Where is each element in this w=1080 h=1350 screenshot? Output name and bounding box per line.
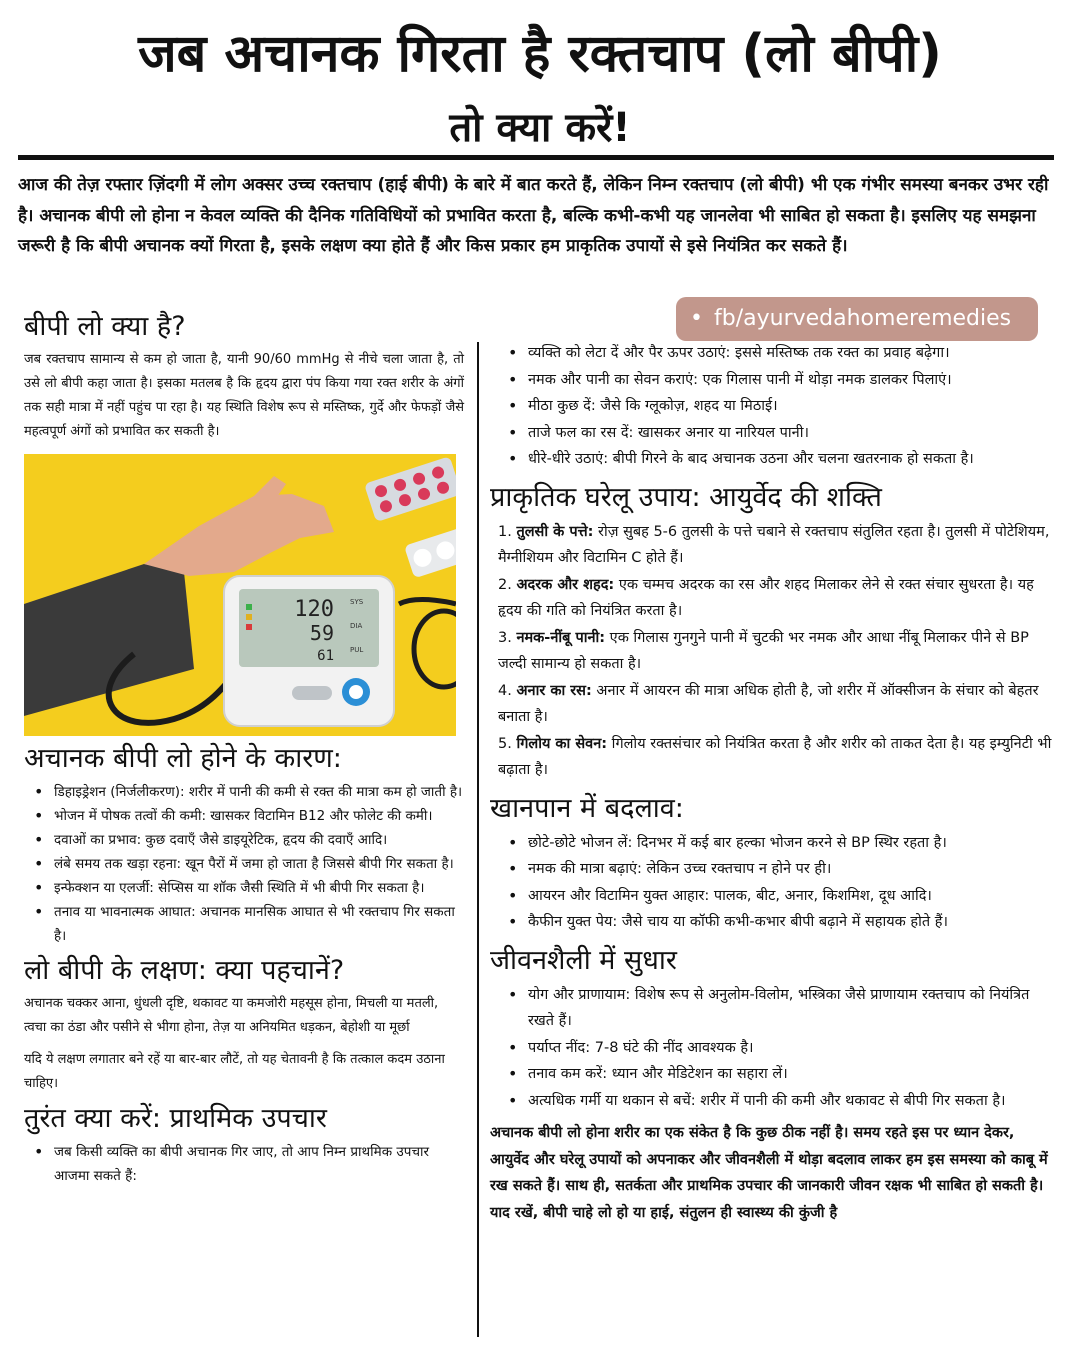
list-item <box>498 731 1058 784</box>
list-item: • व्यक्ति को लेटा दें और पैर ऊपर उठाएं: इससे मस्तिष्क तक रक्त का प्रवाह बढ़ेगा। <box>528 340 1058 367</box>
list-item: • आयरन और विटामिन युक्त आहार: पालक, बीट, अनार, किशमिश, दूध आदि। <box>528 883 1058 910</box>
sys-reading: 120 <box>294 597 334 622</box>
left-column <box>24 306 464 1188</box>
remedy-number: 5. <box>498 735 512 752</box>
list-item: • तनाव कम करें: ध्यान और मेडिटेशन का सहारा लें। <box>528 1061 1058 1088</box>
remedy-text: एक गिलास गुनगुने पानी में चुटकी भर नमक और आधा नींबू मिलाकर पीने से BP जल्दी सामान्य हो सकता है। <box>498 629 1029 672</box>
dia-reading: 59 <box>309 621 334 645</box>
diet-heading: खानपान में बदलाव: <box>490 792 684 824</box>
remedy-name: तुलसी के पत्ते: <box>516 523 594 540</box>
list-item <box>498 625 1058 678</box>
remedy-text: गिलोय रक्तसंचार को नियंत्रित करता है और शरीर को ताकत देता है। यह इम्युनिटी भी बढ़ाता है। <box>498 735 1052 778</box>
symptoms-warning: यदि ये लक्षण लगातार बने रहें या बार-बार लौटें, तो यह चेतावनी है कि तत्काल कदम उठाना चाहिए। <box>24 1052 445 1091</box>
list-item: • ताजे फल का रस दें: खासकर अनार या नारियल पानी। <box>528 420 1058 447</box>
what-is-heading: बीपी लो क्या है? <box>24 311 186 342</box>
list-item: • योग और प्राणायाम: विशेष रूप से अनुलोम-विलोम, भस्त्रिका जैसे प्राणायाम रक्तचाप को नियंत्रित रखते हैं। <box>528 982 1058 1035</box>
facebook-tag-badge[interactable] <box>676 297 1038 341</box>
bullet-icon: • <box>690 306 703 331</box>
list-item: • भोजन में पोषक तत्वों की कमी: खासकर विटामिन B12 और फोलेट की कमी। <box>54 804 464 828</box>
list-item: • अत्यधिक गर्मी या थकान से बचें: शरीर में पानी की कमी और थकावट से बीपी गिर सकता है। <box>528 1088 1058 1115</box>
symptoms-heading: लो बीपी के लक्षण: क्या पहचानें? <box>24 955 345 986</box>
list-item: • दवाओं का प्रभाव: कुछ दवाएँ जैसे डाइयूरेटिक, हृदय की दवाएँ आदि। <box>54 828 464 852</box>
intro-paragraph: आज की तेज़ रफ्तार ज़िंदगी में लोग अक्सर उच्च रक्तचाप (हाई बीपी) के बारे में बात करते हैं, लेकिन निम्न रक्तचाप (लो बीपी) भी एक गंभीर समस्या बनकर उभर रही है। अचानक बीपी लो होना न केवल व्यक्ति की दैनिक गतिविधियों को प्रभावित करता है, बल्कि कभी-कभी यह जानलेवा भी साबित हो सकता है। इसलिए यह समझना जरूरी है कि बीपी अचानक क्यों गिरता है, इसके लक्षण क्या होते हैं और किस प्रकार हम प्राकृतिक उपायों से इसे नियंत्रित कर सकते हैं। <box>18 175 1049 256</box>
conclusion-paragraph: अचानक बीपी लो होना शरीर का एक संकेत है कि कुछ ठीक नहीं है। समय रहते इस पर ध्यान देकर, आयुर्वेद और घरेलू उपायों को अपनाकर और जीवनशैली में थोड़ा बदलाव लाकर हम इस समस्या को काबू में रख सकते हैं। साथ ही, सतर्कता और प्राथमिक उपचार की जानकारी जीवन रक्षक भी साबित हो सकती है। याद रखें, बीपी चाहे लो हो या हाई, संतुलन ही स्वास्थ्य की कुंजी है <box>490 1125 1048 1221</box>
remedy-name: नमक-नींबू पानी: <box>516 629 606 646</box>
list-item: • नमक की मात्रा बढ़ाएं: लेकिन उच्च रक्तचाप न होने पर ही। <box>528 856 1058 883</box>
causes-list <box>24 780 464 948</box>
remedy-number: 3. <box>498 629 512 646</box>
list-item <box>498 572 1058 625</box>
remedy-text: अनार में आयरन की मात्रा अधिक होती है, जो शरीर में ऑक्सीजन के संचार को बेहतर बनाता है। <box>498 682 1039 725</box>
dia-label: DIA <box>350 622 363 630</box>
list-item: • छोटे-छोटे भोजन लें: दिनभर में कई बार हल्का भोजन करने से BP स्थिर रहता है। <box>528 830 1058 857</box>
list-item: • तनाव या भावनात्मक आघात: अचानक मानसिक आघात से भी रक्तचाप गिर सकता है। <box>54 900 464 948</box>
list-item: • कैफीन युक्त पेय: जैसे चाय या कॉफी कभी-कभार बीपी बढ़ाने में सहायक होते हैं। <box>528 909 1058 936</box>
remedy-number: 4. <box>498 682 512 699</box>
remedy-name: अदरक और शहद: <box>516 576 615 593</box>
list-item: • धीरे-धीरे उठाएं: बीपी गिरने के बाद अचानक उठना और चलना खतरनाक हो सकता है। <box>528 446 1058 473</box>
list-item: • मीठा कुछ दें: जैसे कि ग्लूकोज़, शहद या मिठाई। <box>528 393 1058 420</box>
remedies-heading: प्राकृतिक घरेलू उपाय: आयुर्वेद की शक्ति <box>490 481 882 513</box>
pulse-reading: 61 <box>317 648 334 664</box>
list-item: • पर्याप्त नींद: 7-8 घंटे की नींद आवश्यक है। <box>528 1035 1058 1062</box>
page-title: जब अचानक गिरता है रक्तचाप (लो बीपी) <box>138 24 942 84</box>
list-item <box>498 678 1058 731</box>
remedy-name: अनार का रस: <box>516 682 592 699</box>
right-column <box>490 340 1058 1226</box>
list-item: • डिहाइड्रेशन (निर्जलीकरण): शरीर में पानी की कमी से रक्त की मात्रा कम हो जाती है। <box>54 780 464 804</box>
bp-monitor-illustration <box>24 454 456 736</box>
first-aid-heading: तुरंत क्या करें: प्राथमिक उपचार <box>24 1103 327 1134</box>
bp-monitor-photo <box>24 454 456 736</box>
page-subtitle: तो क्या करें! <box>449 105 631 151</box>
causes-heading: अचानक बीपी लो होने के कारण: <box>24 743 342 774</box>
sys-label: SYS <box>350 598 364 606</box>
first-aid-lead-list <box>24 1140 464 1188</box>
lifestyle-heading: जीवनशैली में सुधार <box>490 944 677 976</box>
remedy-text: रोज़ सुबह 5-6 तुलसी के पत्ते चबाने से रक्तचाप संतुलित रहता है। तुलसी में पोटेशियम, मैग्नीशियम और विटामिन C होते हैं। <box>498 523 1050 566</box>
list-item: • इन्फेक्शन या एलर्जी: सेप्सिस या शॉक जैसी स्थिति में भी बीपी गिर सकता है। <box>54 876 464 900</box>
list-item <box>498 519 1058 572</box>
remedy-name: गिलोय का सेवन: <box>516 735 608 752</box>
list-item: • लंबे समय तक खड़ा रहना: खून पैरों में जमा हो जाता है जिससे बीपी गिर सकता है। <box>54 852 464 876</box>
list-item: • नमक और पानी का सेवन कराएं: एक गिलास पानी में थोड़ा नमक डालकर पिलाएं। <box>528 367 1058 394</box>
header-divider <box>18 155 1054 160</box>
column-divider <box>477 342 479 1337</box>
remedies-list <box>490 519 1058 784</box>
what-is-body: जब रक्तचाप सामान्य से कम हो जाता है, यानी 90/60 mmHg से नीचे चला जाता है, तो उसे लो बीपी कहा जाता है। इसका मतलब है कि हृदय द्वारा पंप किया गया रक्त शरीर के अंगों तक सही मात्रा में नहीं पहुंच पा रहा है। यह स्थिति विशेष रूप से मस्तिष्क, गुर्दे और फेफड़ों जैसे महत्वपूर्ण अंगों को प्रभावित कर सकती है। <box>24 352 464 439</box>
remedy-text: एक चम्मच अदरक का रस और शहद मिलाकर लेने से रक्त संचार सुधरता है। यह हृदय की गति को नियंत्रित करता है। <box>498 576 1034 619</box>
diet-list <box>490 830 1058 936</box>
remedy-number: 1. <box>498 523 512 540</box>
pul-label: PUL <box>350 646 364 654</box>
symptoms-body: अचानक चक्कर आना, धुंधली दृष्टि, थकावट या कमजोरी महसूस होना, मिचली या मतली, त्वचा का ठंडा और पसीने से भीगा होना, तेज़ या अनियमित धड़कन, बेहोशी या मूर्छा <box>24 996 439 1035</box>
facebook-tag-text: fb/ayurvedahomeremedies <box>714 306 1012 331</box>
lifestyle-list <box>490 982 1058 1115</box>
list-item: • जब किसी व्यक्ति का बीपी अचानक गिर जाए, तो आप निम्न प्राथमिक उपचार आजमा सकते हैं: <box>54 1140 464 1188</box>
first-aid-list <box>490 340 1058 473</box>
remedy-number: 2. <box>498 576 512 593</box>
